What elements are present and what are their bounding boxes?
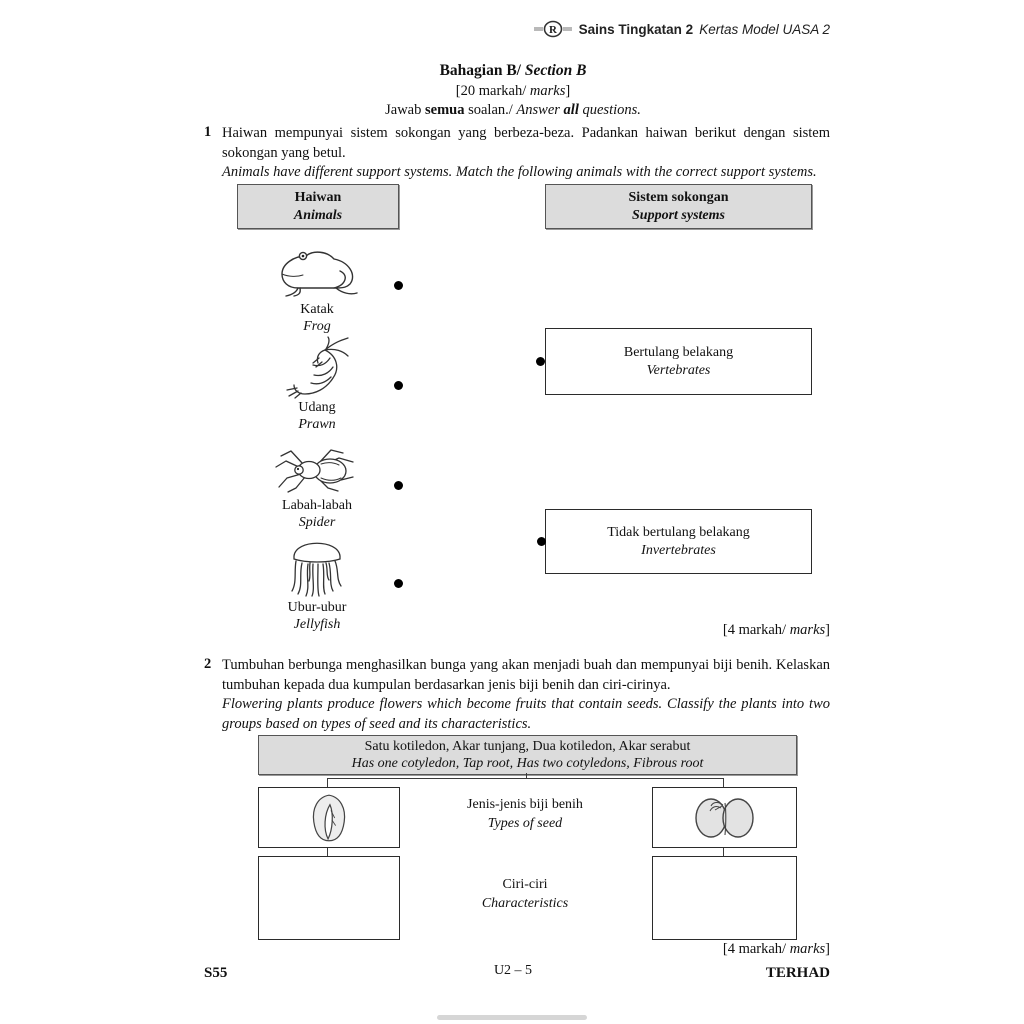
marks-italic: marks — [529, 82, 566, 99]
q1-number: 1 — [204, 124, 212, 140]
instr-part: Jawab — [385, 102, 425, 119]
q2-text — [222, 656, 830, 734]
section-title-malay: Bahagian B/ — [439, 62, 525, 79]
footer-page-number: U2 – 5 — [493, 963, 533, 978]
q1-animal-prawn-malay: Udang — [298, 400, 336, 415]
q1-marks-post: ] — [825, 622, 830, 638]
q2-word-bank-english: Has one cotyledon, Tap root, Has two cotyledons, Fibrous root — [351, 756, 704, 771]
logo-letter: R — [548, 24, 557, 36]
q1-left-header-malay: Haiwan — [294, 190, 342, 205]
home-indicator-bar — [437, 1015, 587, 1020]
q1-animal-prawn — [237, 336, 397, 433]
q2-row2-label — [398, 876, 652, 914]
q1-animal-jellyfish — [237, 534, 397, 633]
q2-number: 2 — [204, 656, 212, 672]
prawn-icon — [285, 336, 349, 396]
q1-match-dot-vertebrates[interactable] — [536, 357, 545, 366]
q1-match-dot-invertebrates[interactable] — [537, 537, 546, 546]
q1-left-header-english: Animals — [293, 207, 343, 223]
q2-row1-label-english: Types of seed — [487, 815, 563, 831]
q1-animal-spider — [237, 444, 397, 531]
q1-marks-pre: [4 markah/ — [722, 622, 790, 638]
q2-row1-label — [398, 796, 652, 834]
q2-marks-post: ] — [825, 941, 830, 957]
q1-right-header-english: Support systems — [632, 207, 725, 223]
q2-marks-pre: [4 markah/ — [722, 941, 790, 957]
header-series-title: Sains Tingkatan 2 — [578, 21, 694, 37]
instr-part-bold: semua — [424, 102, 465, 119]
q2-monocot-seed-box — [258, 787, 400, 848]
q1-marks-italic: marks — [789, 622, 826, 638]
q1-animal-frog-english: Frog — [303, 318, 331, 334]
dicot-seed-icon — [692, 795, 758, 841]
monocot-seed-icon — [310, 793, 348, 843]
q2-dicot-seed-box — [652, 787, 797, 848]
section-total-marks — [195, 82, 831, 102]
q1-animal-prawn-english: Prawn — [298, 416, 336, 432]
spider-icon — [273, 444, 361, 494]
q2-row1-label-malay: Jenis-jenis biji benih — [467, 797, 583, 812]
q2-marks-italic: marks — [789, 941, 826, 957]
q1-match-dot-frog[interactable] — [394, 281, 403, 290]
q1-animal-jellyfish-malay: Ubur-ubur — [287, 600, 347, 615]
jellyfish-icon — [286, 534, 348, 596]
q1-option-vertebrates[interactable] — [545, 328, 812, 395]
q1-animal-jellyfish-english: Jellyfish — [293, 616, 341, 632]
footer-classification: TERHAD — [765, 965, 830, 981]
connector-line — [327, 778, 724, 779]
header-paper-title: Kertas Model UASA 2 — [699, 21, 830, 37]
marks-post: ] — [565, 82, 571, 99]
publisher-logo-icon — [533, 20, 573, 38]
q2-left-characteristics-box[interactable] — [258, 856, 400, 940]
q1-option-vertebrates-english: Vertebrates — [646, 362, 711, 378]
q1-option-invertebrates-malay: Tidak bertulang belakang — [607, 525, 750, 540]
q2-text-malay: Tumbuhan berbunga menghasilkan bunga yang akan menjadi buah dan mempunyai biji benih. Kelaskan tumbuhan kepada dua kumpulan berdasarkan jenis biji benih dan ciri-cirinya. — [222, 657, 830, 693]
q1-text — [222, 124, 830, 183]
marks-pre: [20 markah/ — [455, 82, 530, 99]
section-title — [195, 61, 831, 82]
q1-animal-frog — [237, 246, 397, 335]
q1-right-header-malay: Sistem sokongan — [628, 190, 729, 205]
instr-part: soalan./ — [464, 102, 517, 119]
q2-marks — [723, 941, 830, 958]
connector-line — [723, 778, 724, 787]
q1-text-malay: Haiwan mempunyai sistem sokongan yang berbeza-beza. Padankan haiwan berikut dengan sistem sokongan yang betul. — [222, 125, 830, 161]
q2-right-characteristics-box[interactable] — [652, 856, 797, 940]
q1-animal-frog-malay: Katak — [300, 302, 334, 317]
q1-text-english: Animals have different support systems. Match the following animals with the correct support systems. — [222, 164, 817, 181]
q1-right-column-header — [545, 184, 812, 229]
q2-text-english: Flowering plants produce flowers which become fruits that contain seeds. Classify the plants into two groups based on types of seed and its characteristics. — [222, 696, 830, 732]
page-header — [533, 20, 830, 38]
q1-match-dot-spider[interactable] — [394, 481, 403, 490]
instr-part-italic: Answer — [516, 102, 564, 119]
q2-word-bank-malay: Satu kotiledon, Akar tunjang, Dua kotiledon, Akar serabut — [364, 738, 691, 754]
q2-row2-label-english: Characteristics — [481, 895, 569, 911]
q1-left-column-header — [237, 184, 399, 229]
section-instruction — [195, 101, 831, 121]
instr-part-bold-italic: all — [563, 102, 579, 119]
q1-match-dot-prawn[interactable] — [394, 381, 403, 390]
footer-code: S55 — [204, 965, 228, 981]
connector-line — [327, 778, 328, 787]
q1-match-dot-jellyfish[interactable] — [394, 579, 403, 588]
q1-marks — [723, 622, 830, 639]
q1-animal-spider-malay: Labah-labah — [282, 498, 352, 513]
frog-icon — [272, 246, 362, 298]
section-title-english: Section B — [524, 62, 587, 79]
q1-option-invertebrates-english: Invertebrates — [641, 542, 716, 558]
q1-animal-spider-english: Spider — [298, 514, 336, 530]
q2-word-bank — [258, 735, 797, 775]
section-heading — [195, 61, 831, 121]
q2-row2-label-malay: Ciri-ciri — [502, 877, 548, 892]
q1-option-invertebrates[interactable] — [545, 509, 812, 574]
q1-option-vertebrates-malay: Bertulang belakang — [623, 345, 734, 360]
instr-part-italic: questions. — [578, 102, 641, 119]
